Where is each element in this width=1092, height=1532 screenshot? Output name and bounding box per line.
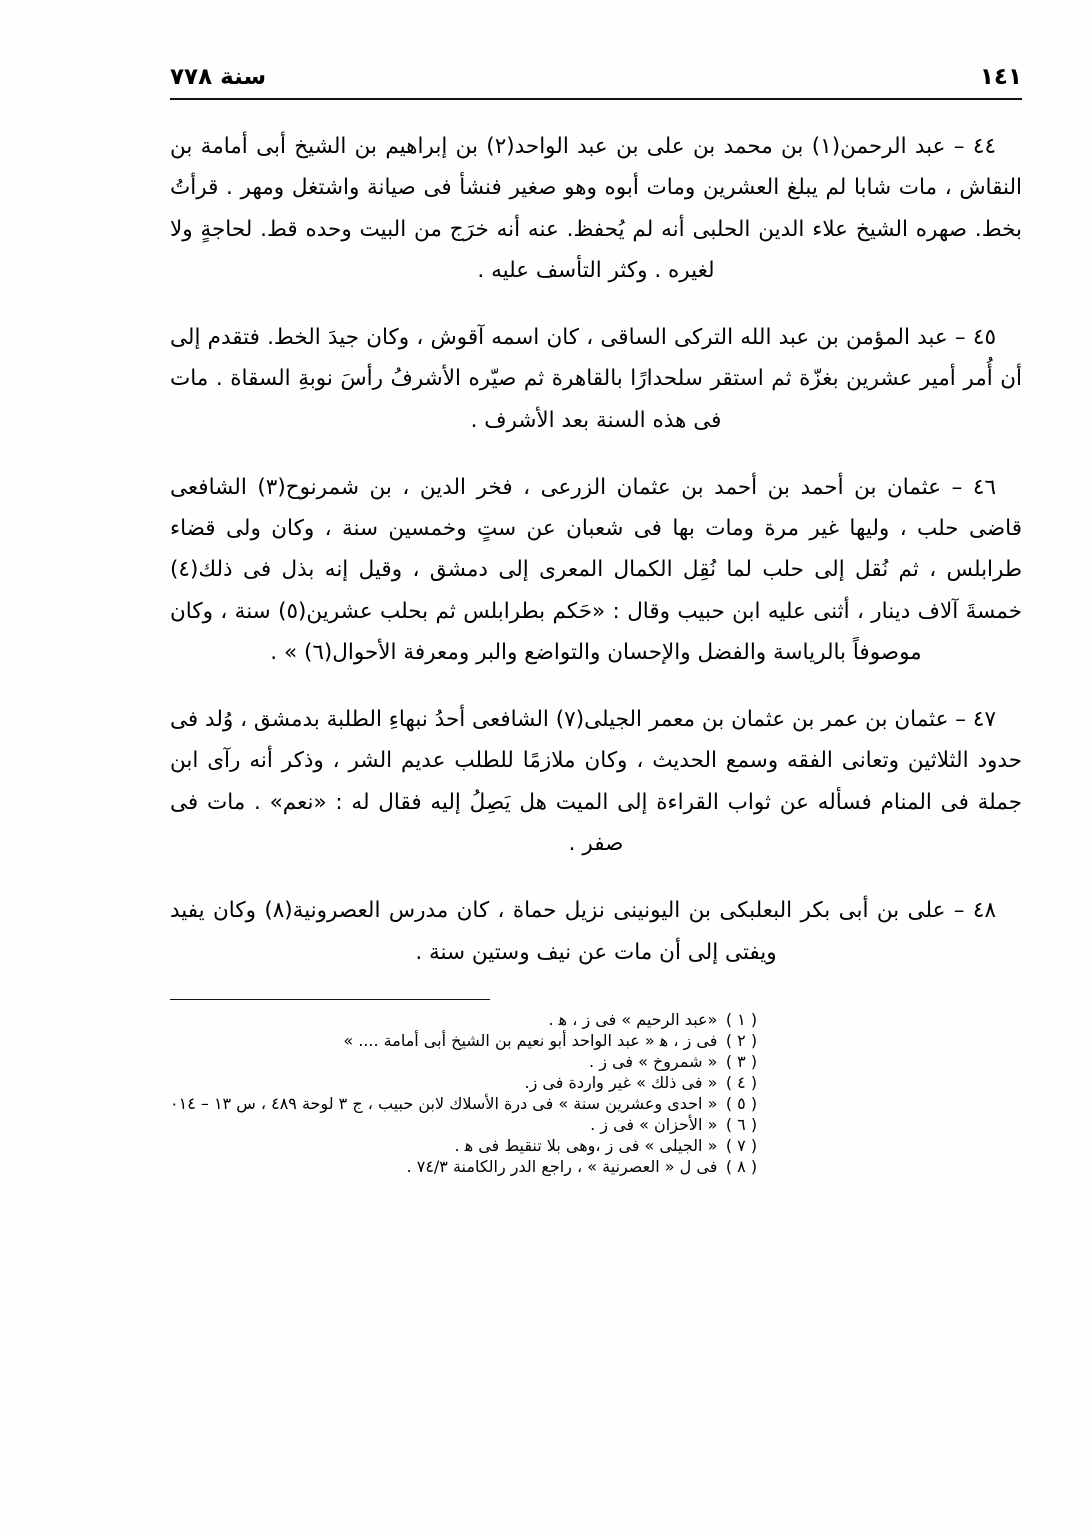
footnote-marker: ( ٥ ) (725, 1093, 758, 1113)
page-number: ١٤١ (979, 64, 1022, 90)
footnotes-section (170, 1010, 1022, 1178)
page-header (170, 64, 1022, 96)
footnote-item (170, 1115, 760, 1134)
footnote-item (170, 1031, 760, 1050)
biography-entry-46: ٤٦ – عثمان بن أحمد بن أحمد بن عثمان الزرعى ، فخر الدين ، بن شمرنوح(٣) الشافعى قاضى حلب ، وليها غير مرة ومات بها فى شعبان عن ستٍ وخمسين سنة ، وكان ولى قضاء طرابلس ، ثم نُقل إلى حلب لما نُقِل الكمال المعرى إلى دمشق ، وقيل إنه بذل فى ذلك(٤) خمسةَ آلاف دينار ، أثنى عليه ابن حبيب وقال : «حَكم بطرابلس ثم بحلب عشرين(٥) سنة ، وكان موصوفاً بالرياسة والفضل والإحسان والتواضع والبر ومعرفة الأحوال(٦) » . (170, 474, 1022, 665)
footnote-marker: ( ١ ) (725, 1009, 758, 1029)
footnote-item (170, 1010, 760, 1029)
footnote-item (170, 1136, 760, 1155)
footnote-marker: ( ٤ ) (725, 1072, 758, 1092)
footnote-text: « شمروخ » فى ز . (589, 1051, 718, 1071)
biography-entry-47: ٤٧ – عثمان بن عمر بن عثمان بن معمر الجيلى(٧) الشافعى أحدُ نبهاءِ الطلبة بدمشق ، وُلد فى حدود الثلاثين وتعانى الفقه وسمع الحديث ، وكان ملازمًا للطلب عديم الشر ، وذكر أنه رآى ابن جملة فى المنام فسأله عن ثواب القراءة إلى الميت هل يَصِلُ إليه فقال له : «نعم» . مات فى صفر . (170, 707, 1022, 856)
footnote-marker: ( ٦ ) (725, 1114, 758, 1134)
footnote-item (170, 1073, 760, 1092)
biography-entry-44: ٤٤ – عبد الرحمن(١) بن محمد بن على بن عبد الواحد(٢) بن إبراهيم بن الشيخ أبى أمامة بن النقاش ، مات شابا لم يبلغ العشرين ومات أبوه وهو صغير فنشأ فى صيانة واشتغل ومهر . قرأتُ بخط. صهره الشيخ علاء الدين الحلبى أنه لم يُحفظ. عنه أنه خرَج من البيت وحده قط. لحاجةٍ ولا لغيره . وكثر التأسف عليه . (170, 134, 1022, 283)
footnote-text: « الأحزان » فى ز . (590, 1114, 718, 1134)
footnote-marker: ( ٣ ) (725, 1051, 758, 1071)
footnote-text: فى ل « العصرنية » ، راجع الدر رالكامنة ٧٤/٣ . (406, 1156, 718, 1176)
footnote-text: « فى ذلك » غير واردة فى ز. (524, 1072, 718, 1092)
header-divider (170, 98, 1022, 100)
page-content (170, 64, 1022, 1178)
footnote-item (170, 1157, 760, 1176)
footnote-text: « الجيلى » فى ز ،وهى بلا تنقيط فى ﻫ . (454, 1135, 718, 1155)
footnote-item (170, 1052, 760, 1071)
footnote-text: « احدى وعشرين سنة » فى درة الأسلاك لابن حبيب ، ج ٣ لوحة ٤٨٩ ، س ١٣ – ٠١٤ (170, 1093, 718, 1113)
biography-entry-45: ٤٥ – عبد المؤمن بن عبد الله التركى الساقى ، كان اسمه آقوش ، وكان جيدَ الخط. فتقدم إلى أن أُمر أمير عشرين بغزّة ثم استقر سلحدارًا بالقاهرة ثم صيّره الأشرفُ رأسَ نوبةِ السقاة . مات فى هذه السنة بعد الأشرف . (170, 325, 1022, 433)
biography-entry-48: ٤٨ – على بن أبى بكر البعلبكى بن اليونينى نزيل حماة ، كان مدرس العصرونية(٨) وكان يفيد ويفتى إلى أن مات عن نيف وستين سنة . (170, 898, 996, 965)
footnote-marker: ( ٧ ) (725, 1135, 758, 1155)
footnote-item (170, 1094, 760, 1113)
footnote-text: فى ز ، ﻫ « عبد الواحد أبو نعيم بن الشيخ أبى أمامة .... » (343, 1030, 718, 1050)
footnote-marker: ( ٢ ) (725, 1030, 758, 1050)
footnote-text: «عبد الرحيم » فى ز ، ﻫ . (548, 1009, 718, 1029)
footnote-marker: ( ٨ ) (725, 1156, 758, 1176)
header-year-label: سنة ٧٧٨ (170, 64, 267, 90)
footnote-divider (170, 999, 490, 1000)
